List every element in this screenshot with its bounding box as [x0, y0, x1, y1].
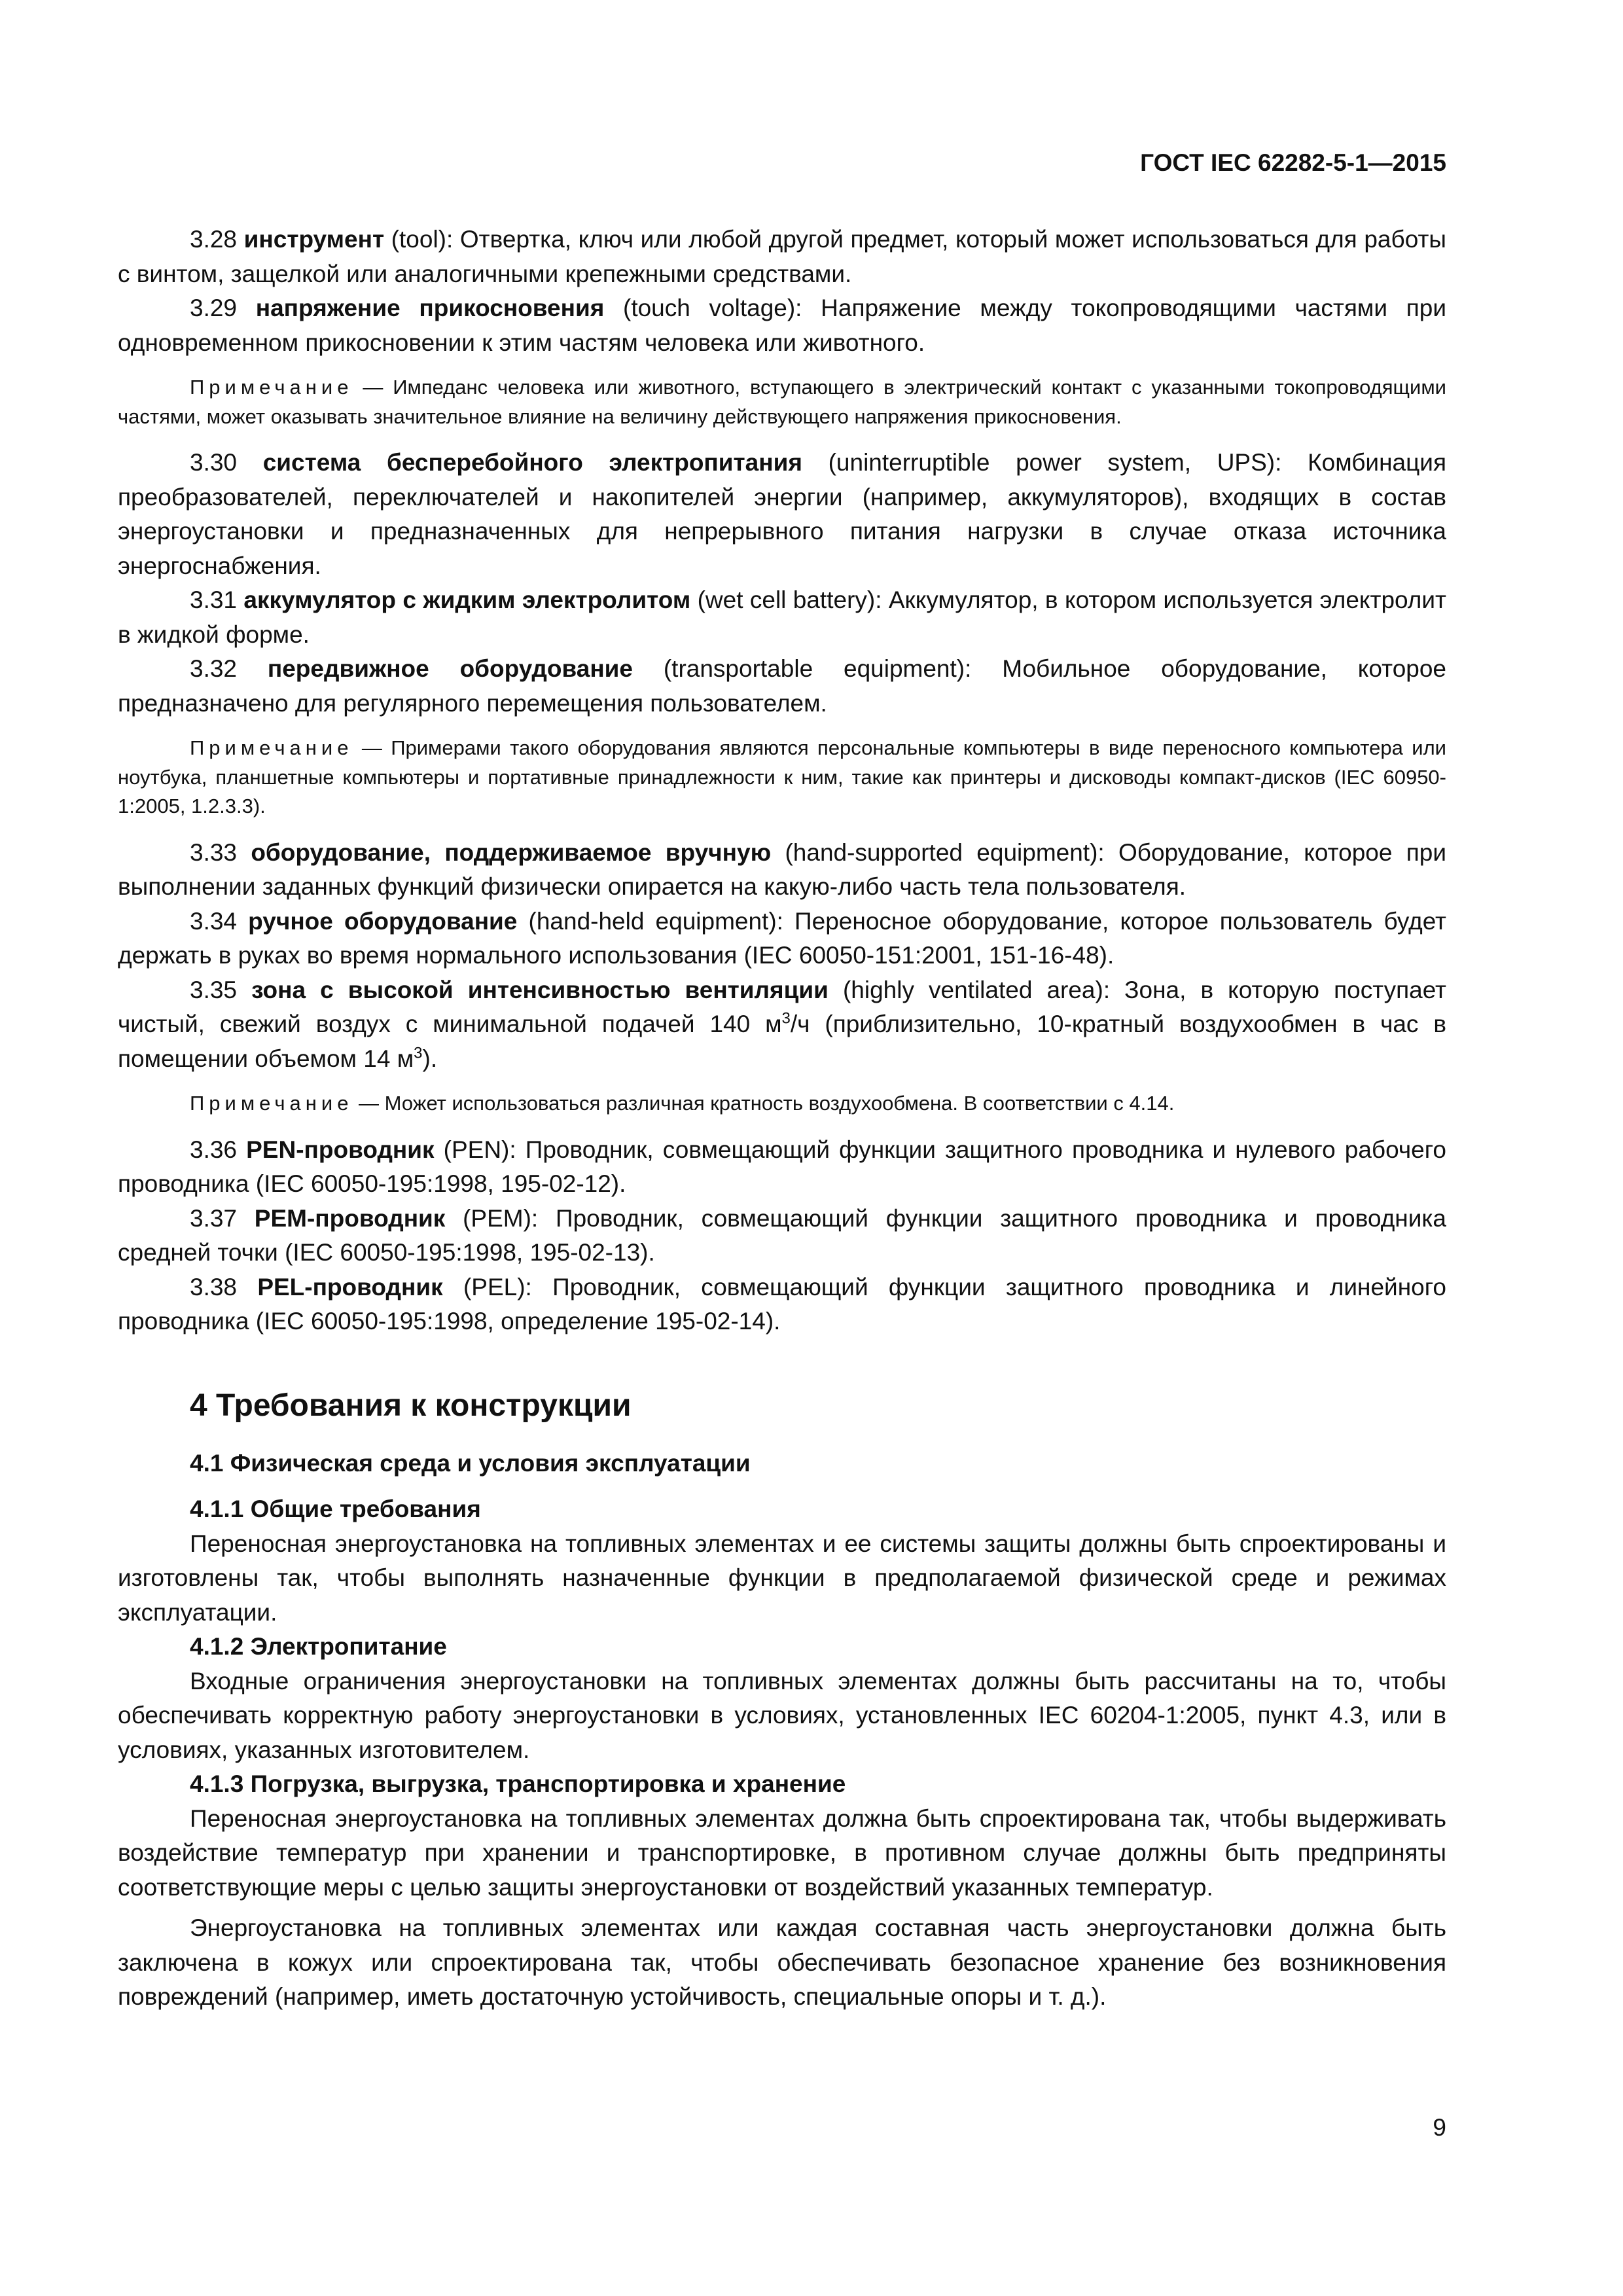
term-number: 3.34 [190, 907, 238, 935]
paragraph-4-1-2: Входные ограничения энергоустановки на топливных элементах должны быть рассчитаны на то, чтобы обеспечивать корректную работу энергоустановки в условиях, установленных IEC 60204-1:2005, пункт 4.3, или в условиях, указанных изготовителем. [118, 1667, 1446, 1763]
term-3-31 [118, 583, 1446, 652]
term-number: 3.36 [190, 1136, 238, 1163]
paragraph-4-1-3-a: Переносная энергоустановка на топливных элементах должна быть спроектирована так, чтобы выдерживать воздействие температур при хранении и транспортировке, в противном случае должны быть предприняты соответствующие меры с целью защиты энергоустановки от воздействий указанных температур. [118, 1804, 1446, 1901]
term-3-38 [118, 1270, 1446, 1339]
term-number: 3.30 [190, 449, 238, 476]
term-definition: (PEM): Проводник, совмещающий функции защитного проводника и проводника средней точки (IEC 60050-195:1998, 195-02-13). [118, 1204, 1446, 1266]
term-3-29 [118, 291, 1446, 360]
term-title: PEM-проводник [254, 1204, 446, 1232]
term-3-32 [118, 652, 1446, 721]
term-title: PEL-проводник [257, 1273, 443, 1300]
note-label: Примечание [190, 376, 353, 399]
term-definition: (hand-held equipment): Переносное оборудование, которое пользователь будет держать в руках во время нормального использования (IEC 60050-151:2001, 151-16-48). [118, 907, 1446, 969]
page-number: 9 [1433, 2114, 1446, 2141]
note-1 [118, 373, 1446, 431]
term-title: инструмент [243, 226, 385, 253]
note-text: — Примерами такого оборудования являются персональные компьютеры в виде переносного компьютера или ноутбука, планшетные компьютеры и портативные принадлежности к ним, такие как принтеры и дисководы компакт-дисков (IEC 60950-1:2005, 1.2.3.3). [118, 736, 1446, 817]
term-definition: (tool): Отвертка, ключ или любой другой предмет, который может использоваться для работы с винтом, защелкой или аналогичными крепежными средствами. [118, 226, 1447, 287]
term-3-36 [118, 1133, 1446, 1202]
term-number: 3.28 [190, 226, 238, 253]
term-definition: (touch voltage): Напряжение между токопроводящими частями при одновременном прикосновении к этим частям человека или животного. [118, 295, 1447, 356]
note-label: Примечание [190, 736, 353, 759]
term-definition: (PEN): Проводник, совмещающий функции защитного проводника и нулевого рабочего проводника (IEC 60050-195:1998, 195-02-12). [118, 1136, 1446, 1197]
term-number: 3.29 [190, 295, 238, 321]
subsection-heading-4-1-2: 4.1.2 Электропитание [190, 1633, 447, 1660]
note-2 [118, 734, 1446, 821]
term-title: система бесперебойного электропитания [262, 449, 802, 476]
superscript: 3 [781, 1009, 791, 1028]
term-title: оборудование, поддерживаемое вручную [251, 838, 772, 866]
term-3-30 [118, 446, 1446, 583]
term-number: 3.37 [190, 1204, 238, 1232]
note-text: — Может использоваться различная кратность воздухообмена. В соответствии с 4.14. [353, 1092, 1175, 1115]
paragraph-4-1-3-b: Энергоустановка на топливных элементах или каждая составная часть энергоустановки должна быть заключена в кожух или спроектирована так, чтобы обеспечивать безопасное хранение без возникновения повреждений (например, иметь достаточную устойчивость, специальные опоры и т. д.). [118, 1914, 1446, 2010]
note-text: — Импеданс человека или животного, вступающего в электрический контакт с указанными токопроводящими частями, может оказывать значительное влияние на величину действующего напряжения прикосновения. [118, 376, 1446, 428]
term-number: 3.35 [190, 976, 238, 1003]
note-label: Примечание [190, 1092, 353, 1115]
term-title: передвижное оборудование [267, 655, 633, 682]
term-definition: (PEL): Проводник, совмещающий функции защитного проводника и линейного проводника (IEC 60050-195:1998, определение 195-02-14). [118, 1273, 1446, 1335]
term-definition: (highly ventilated area): Зона, в которую поступает чистый, свежий воздух с минимальной подачей 140 м [118, 976, 1446, 1037]
term-3-28 [118, 223, 1446, 291]
term-3-35 [118, 973, 1446, 1077]
term-definition: (uninterruptible power system, UPS): Комбинация преобразователей, переключателей и накопителей энергии (например, аккумуляторов), входящих в состав энергоустановки и предназначенных для непрерывного питания нагрузки в случае отказа источника энергоснабжения. [118, 449, 1446, 579]
term-definition: (transportable equipment): Мобильное оборудование, которое предназначено для регулярного перемещения пользователем. [118, 655, 1447, 717]
term-number: 3.33 [190, 838, 238, 866]
term-title: аккумулятор с жидким электролитом [243, 586, 691, 613]
term-definition: (wet cell battery): Аккумулятор, в котором используется электролит в жидкой форме. [118, 586, 1447, 648]
term-3-37 [118, 1202, 1446, 1270]
term-title: зона с высокой интенсивностью вентиляции [251, 976, 829, 1003]
paragraph-4-1-1: Переносная энергоустановка на топливных элементах и ее системы защиты должны быть спроектированы и изготовлены так, чтобы выполнять назначенные функции в предполагаемой физической среде и режимах эксплуатации. [118, 1530, 1446, 1626]
term-title: напряжение прикосновения [255, 295, 605, 321]
section-heading-4: 4 Требования к конструкции [190, 1388, 632, 1423]
note-3 [118, 1089, 1446, 1119]
term-definition: (hand-supported equipment): Оборудование, которое при выполнении заданных функций физически опирается на какую-либо часть тела пользователя. [118, 838, 1447, 900]
paragraph-gap [118, 1905, 1446, 1911]
subsection-heading-4-1: 4.1 Физическая среда и условия эксплуатации [190, 1449, 751, 1477]
subsection-heading-4-1-3: 4.1.3 Погрузка, выгрузка, транспортировка и хранение [190, 1770, 846, 1797]
term-number: 3.32 [190, 655, 238, 682]
term-number: 3.31 [190, 586, 238, 613]
term-title: ручное оборудование [248, 907, 518, 935]
term-3-34 [118, 905, 1446, 973]
subsection-heading-4-1-1: 4.1.1 Общие требования [190, 1496, 481, 1522]
term-number: 3.38 [190, 1273, 238, 1300]
term-3-33 [118, 836, 1446, 905]
document-body [118, 223, 1446, 2015]
term-definition-end: ). [422, 1045, 438, 1072]
superscript: 3 [414, 1044, 423, 1062]
term-definition-cont: /ч (приблизительно, 10-кратный воздухообмен в час в помещении объемом 14 м [118, 1011, 1446, 1072]
document-header: ГОСТ IEC 62282-5-1—2015 [1140, 149, 1446, 176]
term-title: PEN-проводник [246, 1136, 435, 1163]
